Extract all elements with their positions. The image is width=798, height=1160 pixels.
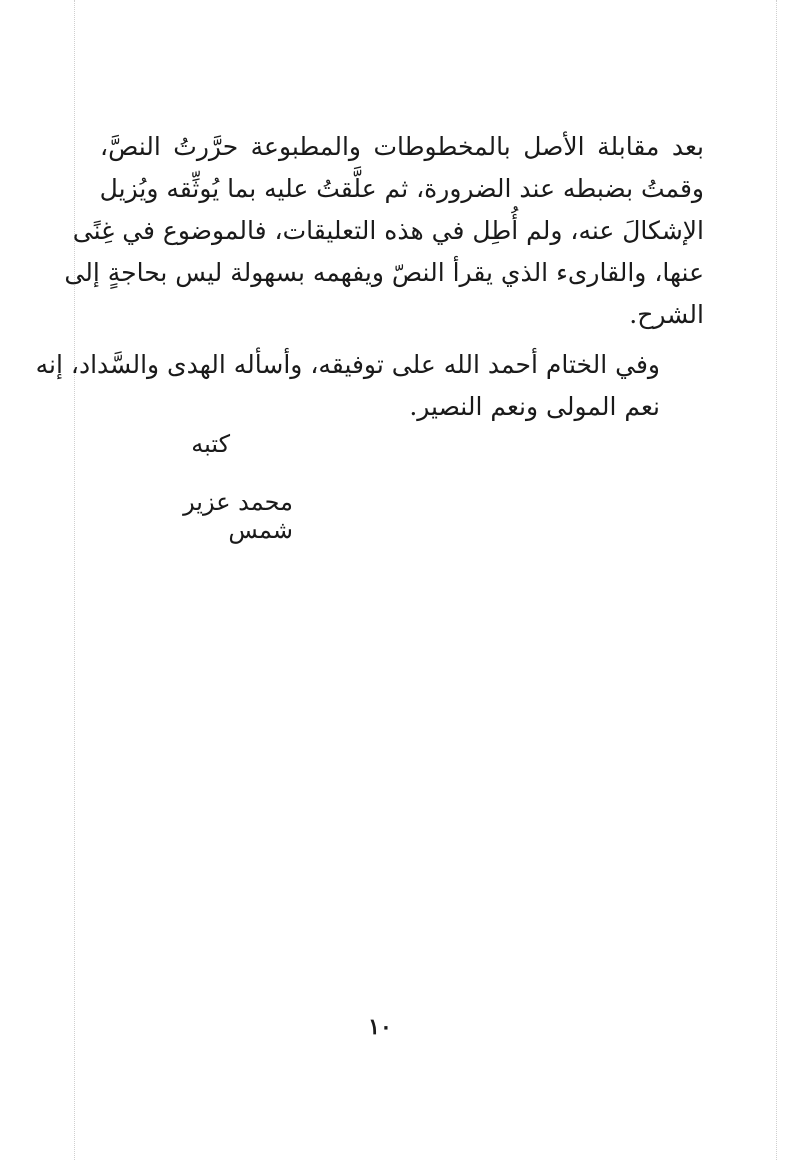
page-number: ١٠ [368, 1014, 392, 1040]
text-line: نعم المولى ونعم النصير. [409, 392, 660, 421]
scan-edge-right [776, 0, 778, 1160]
paragraph-closing [35, 344, 704, 428]
paragraph-editing-note [64, 126, 704, 336]
text-line: عنها، والقارىء الذي يقرأ النصّ ويفهمه بسهولة ليس بحاجةٍ إلى [64, 258, 704, 287]
signature-label: كتبه [191, 430, 230, 458]
text-line: بعد مقابلة الأصل بالمخطوطات والمطبوعة حرَّرتُ النصَّ، [100, 132, 704, 161]
text-line: وفي الختام أحمد الله على توفيقه، وأسأله الهدى والسَّداد، إنه [35, 350, 660, 379]
scan-edge-left [74, 0, 76, 1160]
author-name: محمد عزير شمس [183, 488, 293, 544]
text-line: الإشكالَ عنه، ولم أُطِل في هذه التعليقات، فالموضوع في غِنًى [72, 216, 704, 245]
text-line: الشرح. [629, 300, 704, 329]
text-line: وقمتُ بضبطه عند الضرورة، ثم علَّقتُ عليه بما يُوثِّقه ويُزيل [99, 174, 704, 203]
